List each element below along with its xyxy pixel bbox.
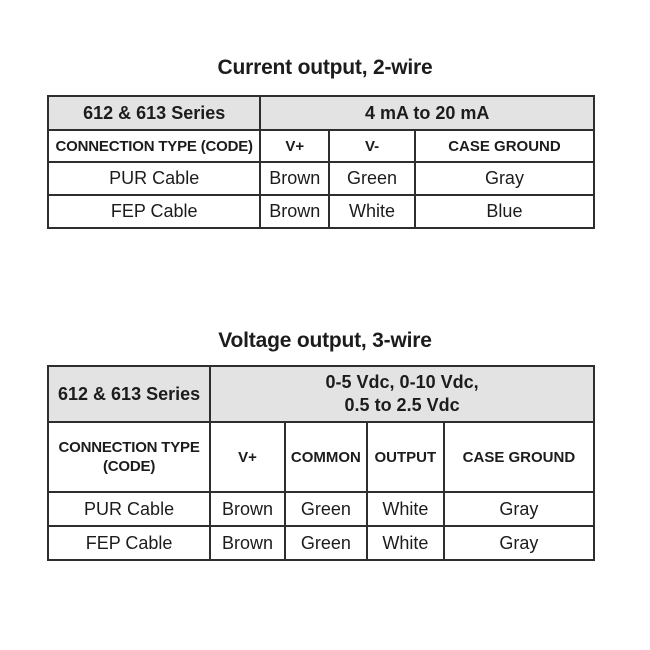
- wire-color-cell: Brown: [260, 162, 329, 195]
- series-label-cell: 612 & 613 Series: [48, 96, 260, 130]
- wire-color-cell: Brown: [210, 526, 285, 560]
- wire-color-cell: Brown: [260, 195, 329, 228]
- column-header-row: [48, 130, 594, 162]
- connection-cell: FEP Cable: [48, 526, 210, 560]
- signal-header-cell-vminus: V-: [329, 130, 415, 162]
- wire-color-cell: Green: [329, 162, 415, 195]
- wire-color-cell: Blue: [415, 195, 594, 228]
- output-range-cell: [210, 366, 594, 422]
- column-header-row: [48, 422, 594, 492]
- connection-header-line: CONNECTION TYPE: [58, 439, 200, 456]
- voltage-output-title: Voltage output, 3-wire: [218, 329, 432, 352]
- output-range-cell: 4 mA to 20 mA: [260, 96, 594, 130]
- connection-type-header-cell: [48, 422, 210, 492]
- table-row-pur: [48, 492, 594, 526]
- table-row-pur: [48, 162, 594, 195]
- range-line: 0.5 to 2.5 Vdc: [344, 395, 460, 415]
- wire-color-cell: Gray: [444, 526, 594, 560]
- connection-cell: FEP Cable: [48, 195, 260, 228]
- series-header-row: [48, 96, 594, 130]
- connection-header-line: (CODE): [103, 458, 156, 475]
- signal-header-cell-vplus: V+: [260, 130, 329, 162]
- signal-header-cell-output: OUTPUT: [367, 422, 444, 492]
- wire-color-cell: Gray: [415, 162, 594, 195]
- table-row-fep: [48, 526, 594, 560]
- wire-color-cell: Gray: [444, 492, 594, 526]
- signal-header-cell-common: COMMON: [285, 422, 367, 492]
- range-line: 0-5 Vdc, 0-10 Vdc,: [325, 372, 479, 392]
- wire-color-cell: Green: [285, 492, 367, 526]
- series-label-cell: 612 & 613 Series: [48, 366, 210, 422]
- wire-color-cell: White: [367, 526, 444, 560]
- signal-header-cell-case-ground: CASE GROUND: [444, 422, 594, 492]
- signal-header-cell-vplus: V+: [210, 422, 285, 492]
- wire-color-cell: Green: [285, 526, 367, 560]
- current-output-table: [47, 95, 595, 229]
- voltage-output-table: [47, 365, 595, 561]
- signal-header-cell-case-ground: CASE GROUND: [415, 130, 594, 162]
- connection-type-header-cell: CONNECTION TYPE (CODE): [48, 130, 260, 162]
- current-output-title: Current output, 2-wire: [217, 56, 433, 79]
- table-row-fep: [48, 195, 594, 228]
- wire-color-cell: White: [367, 492, 444, 526]
- wire-color-cell: White: [329, 195, 415, 228]
- series-header-row: [48, 366, 594, 422]
- wire-color-cell: Brown: [210, 492, 285, 526]
- connection-cell: PUR Cable: [48, 162, 260, 195]
- connection-cell: PUR Cable: [48, 492, 210, 526]
